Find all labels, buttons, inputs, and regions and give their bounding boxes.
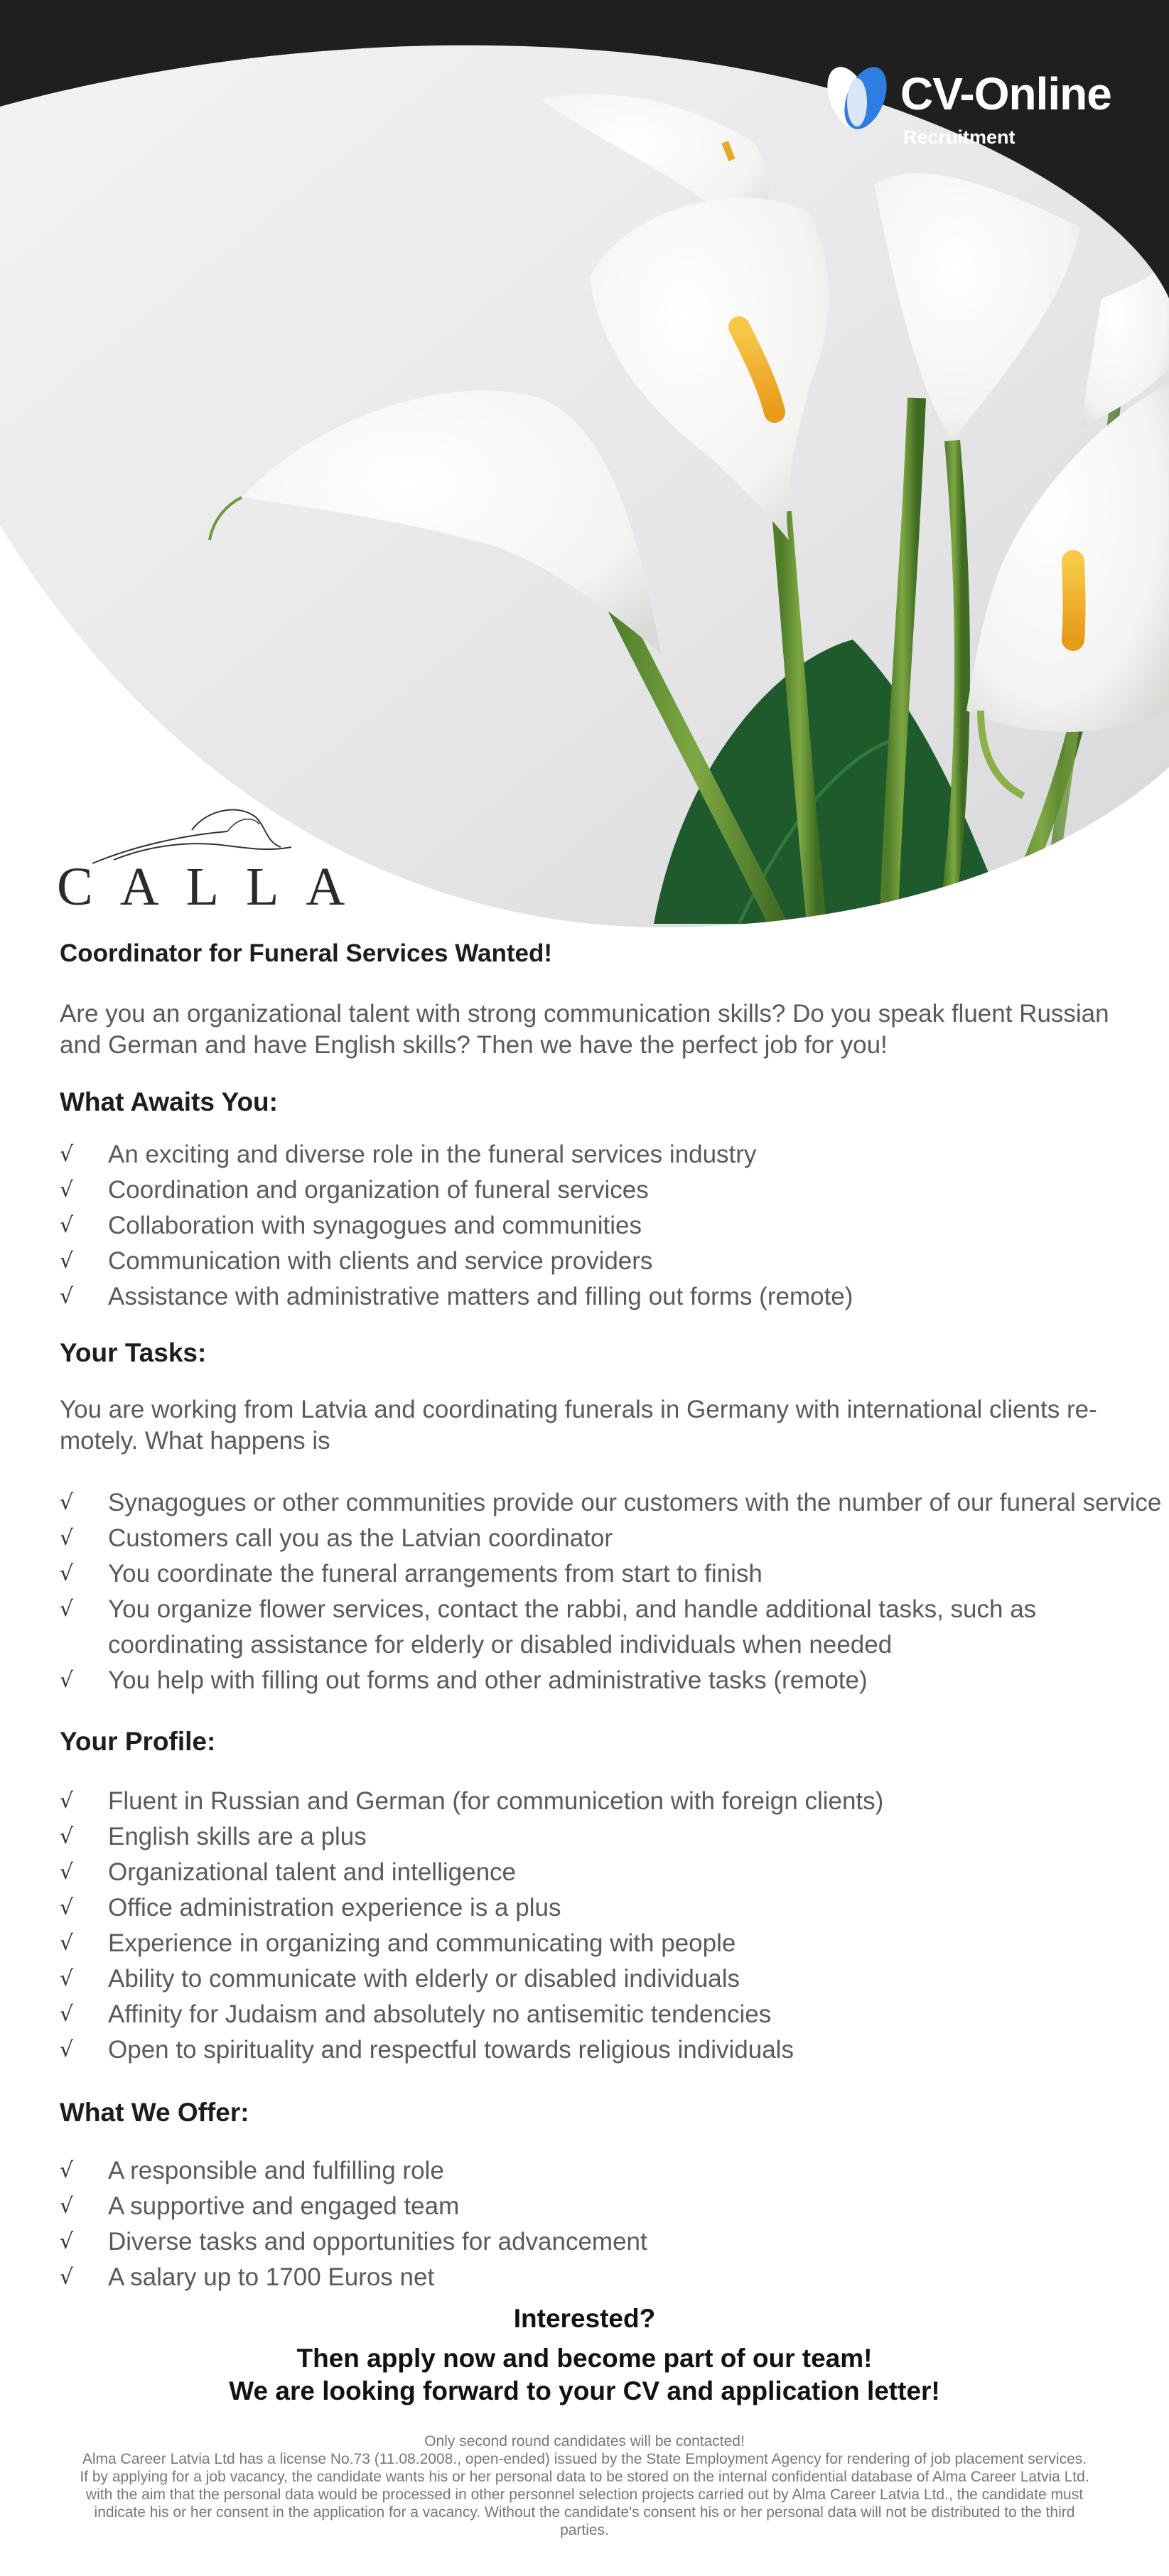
check-icon: √ <box>60 1526 74 1551</box>
section-title-offer: What We Offer: <box>60 2098 249 2127</box>
calla-logo <box>57 803 372 917</box>
list-item: √ A supportive and engaged team <box>60 2189 1154 2224</box>
intro-paragraph: Are you an organizational talent with strong communication skills? Do you speak fluent Russian and German and have English skills? Then we have the perfect job for you! <box>60 1000 1109 1059</box>
list-item: √ Office administration experience is a plus <box>60 1890 1154 1926</box>
cv-online-logo[interactable] <box>824 60 1123 152</box>
check-icon: √ <box>60 1249 74 1273</box>
check-icon: √ <box>60 1789 74 1814</box>
list-item: √ You organize flower services, contact the rabbi, and handle additional tasks, such as coordinating assistance for elderly or disabled individuals when needed <box>60 1592 1082 1663</box>
check-icon: √ <box>60 1284 74 1309</box>
list-item: √ Synagogues or other communities provide our customers with the number of our funeral service <box>60 1485 1154 1521</box>
check-icon: √ <box>60 1668 74 1693</box>
legal-fine-print <box>78 2432 1091 2539</box>
check-icon: √ <box>60 2194 74 2219</box>
list-item: √ Customers call you as the Latvian coordinator <box>60 1521 1154 1556</box>
check-icon: √ <box>60 1824 74 1849</box>
closing-line-1: Then apply now and become part of our team! <box>296 2344 873 2373</box>
list-item: √ Communication with clients and service providers <box>60 1244 1154 1279</box>
check-icon: √ <box>60 1860 74 1885</box>
awaits-list <box>60 1137 1154 1315</box>
check-icon: √ <box>60 2229 74 2254</box>
list-item: √ A responsible and fulfilling role <box>60 2153 1154 2189</box>
job-title: Coordinator for Funeral Services Wanted! <box>60 939 552 967</box>
fine-print-notice: Only second round candidates will be contacted! <box>424 2433 745 2450</box>
check-icon: √ <box>60 1490 74 1515</box>
section-title-awaits: What Awaits You: <box>60 1087 278 1116</box>
check-icon: √ <box>60 1597 74 1622</box>
check-icon: √ <box>60 1895 74 1920</box>
closing-line-2: We are looking forward to your CV and application letter! <box>229 2376 940 2405</box>
list-item: √ Open to spirituality and respectful towards religious individuals <box>60 2032 1154 2068</box>
check-icon: √ <box>60 2158 74 2183</box>
list-item: √ Coordination and organization of funeral services <box>60 1173 1154 1208</box>
list-item: √ Diverse tasks and opportunities for advancement <box>60 2224 1154 2260</box>
check-icon: √ <box>60 1142 74 1167</box>
section-title-profile: Your Profile: <box>60 1727 216 1756</box>
check-icon: √ <box>60 2037 74 2062</box>
list-item: √ Affinity for Judaism and absolutely no antisemitic tendencies <box>60 1997 1154 2032</box>
profile-list <box>60 1784 1154 2068</box>
list-item: √ An exciting and diverse role in the funeral services industry <box>60 1137 1154 1173</box>
check-icon: √ <box>60 2002 74 2027</box>
tasks-paragraph: You are working from Latvia and coordinating funerals in Germany with international clients re-motely. What happens is <box>60 1396 1097 1455</box>
list-item: √ Assistance with administrative matters and filling out forms (remote) <box>60 1279 1154 1315</box>
list-item: √ Experience in organizing and communicating with people <box>60 1926 1154 1961</box>
check-icon: √ <box>60 1931 74 1956</box>
list-item: √ Ability to communicate with elderly or disabled individuals <box>60 1961 1154 1997</box>
tasks-list <box>60 1485 1162 1698</box>
closing-interested: Interested? <box>513 2304 656 2333</box>
check-icon: √ <box>60 1177 74 1202</box>
brand-name: CV-Online <box>900 68 1111 119</box>
list-item: √ English skills are a plus <box>60 1819 1154 1855</box>
company-name: CALLA <box>57 857 372 917</box>
cv-online-logo-icon <box>824 63 898 134</box>
list-item: √ Organizational talent and intelligence <box>60 1855 1154 1890</box>
check-icon: √ <box>60 1966 74 1991</box>
fine-print-body: Alma Career Latvia Ltd has a license No.73 (11.08.2008., open-ended) issued by the State Employment Agency for rendering of job placement services. If by applying for a job vacancy, the candidate wants his or her personal data to be stored on the internal confidential database of Alma Career Latvia Ltd. with the aim that the personal data would be processed in other personnel selection projects carried out by Alma Career Latvia Ltd., the candidate must indicate his or her consent in the application for a vacancy. Without the candidate's consent his or her personal data will not be distributed to the third parties. <box>80 2451 1089 2538</box>
list-item: √ You help with filling out forms and other administrative tasks (remote) <box>60 1663 1154 1698</box>
check-icon: √ <box>60 1213 74 1238</box>
list-item: √ Fluent in Russian and German (for communicetion with foreign clients) <box>60 1784 1154 1819</box>
list-item: √ A salary up to 1700 Euros net <box>60 2260 1154 2295</box>
brand-subtitle: Recruitment <box>903 126 1016 148</box>
list-item: √ Collaboration with synagogues and communities <box>60 1208 1154 1244</box>
check-icon: √ <box>60 1561 74 1586</box>
list-item: √ You coordinate the funeral arrangements from start to finish <box>60 1556 1154 1592</box>
check-icon: √ <box>60 2265 74 2290</box>
offer-list <box>60 2153 1154 2295</box>
hero-banner <box>0 0 1169 938</box>
section-title-tasks: Your Tasks: <box>60 1338 207 1367</box>
